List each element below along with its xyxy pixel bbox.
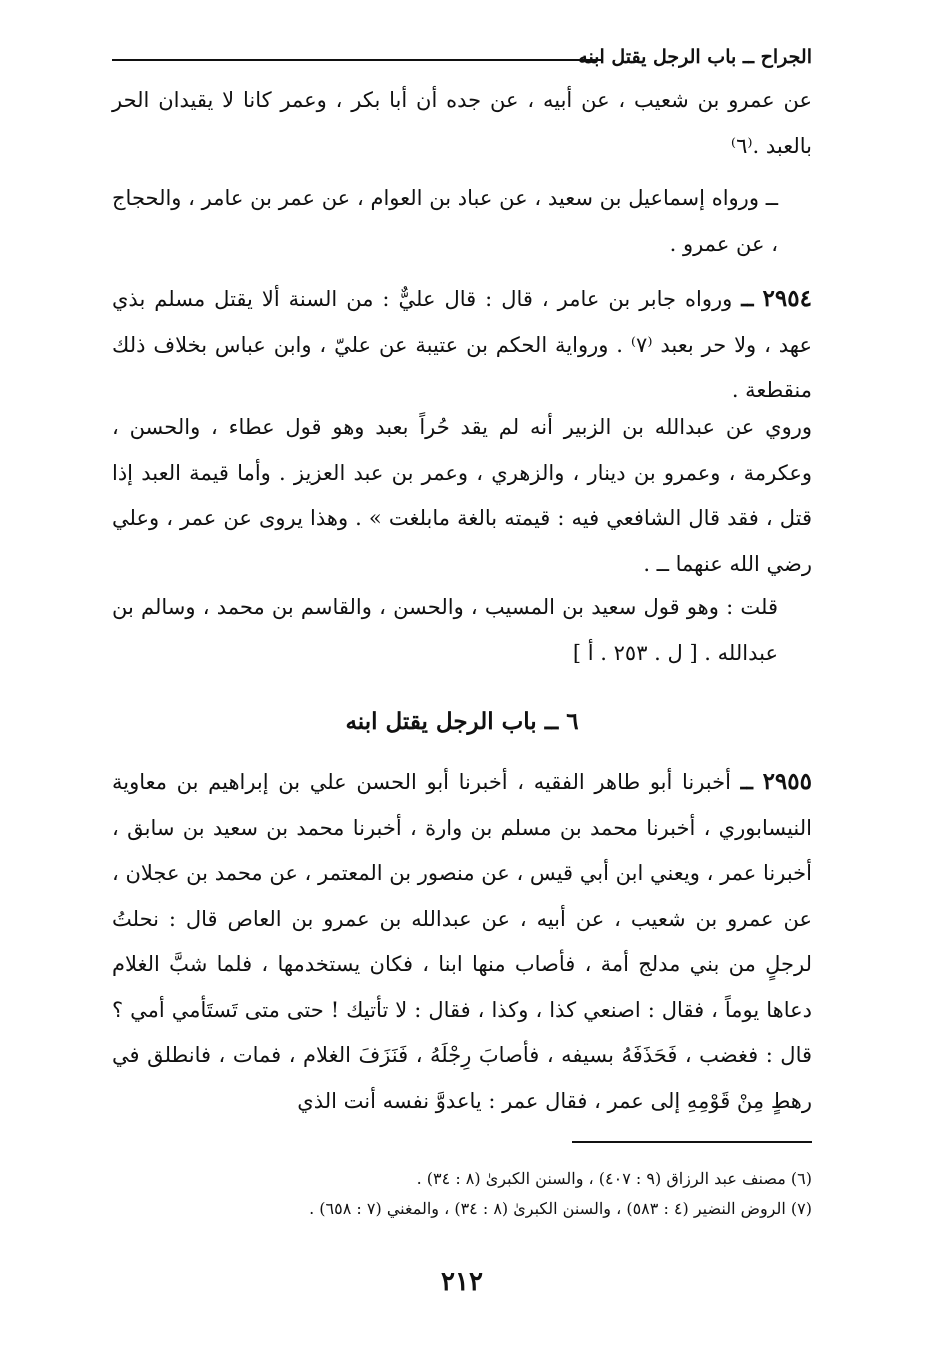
hadith-text: ورواه جابر بن عامر ، قال : قال عليٌّ : من السنة ألا يقتل مسلم بذي عهد ، ولا حر بعبد ⁽٧⁾ . ورواية الحكم بن عتيبة عن عليّ ، وابن عباس بخلاف ذلك منقطعة . bbox=[112, 287, 812, 402]
hadith-2955 bbox=[112, 759, 812, 1124]
footnote-7: (٧) الروض النضير (٤ : ٥٨٣) ، والسنن الكبرىٰ (٨ : ٣٤) ، والمغني (٧ : ٦٥٨) . bbox=[309, 1199, 812, 1218]
hadith-number: ٢٩٥٥ bbox=[762, 768, 812, 795]
footnote-rule bbox=[572, 1141, 812, 1143]
page-number: ٢١٢ bbox=[441, 1267, 483, 1297]
paragraph-continuation: عن عمرو بن شعيب ، عن أبيه ، عن جده أن أبا بكر ، وعمر كانا لا يقيدان الحر بالعبد .⁽٦⁾ bbox=[112, 88, 812, 158]
running-title: الجراح ــ باب الرجل يقتل ابنه bbox=[578, 46, 812, 68]
paragraph-commentary: وروي عن عبدالله بن الزبير أنه لم يقد حُراً بعبد وهو قول عطاء ، والحسن ، وعكرمة ، وعمرو بن دينار ، والزهري ، وعمر بن عبد العزيز . وأما قيمة العبد إذا قتل ، فقد قال الشافعي فيه : قيمته بالغة مابلغت » . وهذا يروى عن عمر ، وعلي رضي الله عنهما ــ . bbox=[112, 415, 812, 576]
hadith-number: ٢٩٥٤ bbox=[762, 285, 812, 312]
paragraph-narration: ــ ورواه إسماعيل بن سعيد ، عن عباد بن العوام ، عن عمر بن عامر ، والحجاج ، عن عمرو . bbox=[112, 186, 778, 256]
running-header bbox=[112, 40, 812, 74]
hadith-2954 bbox=[112, 276, 812, 414]
hadith-dash: ــ bbox=[740, 769, 753, 794]
book-page bbox=[112, 0, 812, 1369]
hadith-dash: ــ bbox=[741, 286, 754, 311]
chapter-heading: ٦ ــ باب الرجل يقتل ابنه bbox=[345, 708, 579, 735]
header-rule bbox=[112, 59, 602, 61]
paragraph-author-note: قلت : وهو قول سعيد بن المسيب ، والحسن ، والقاسم بن محمد ، وسالم بن عبدالله . [ ل . ٢٥٣ . أ ] bbox=[112, 595, 778, 665]
hadith-text: أخبرنا أبو طاهر الفقيه ، أخبرنا أبو الحسن علي بن إبراهيم بن معاوية النيسابوري ، أخبرنا محمد بن مسلم بن وارة ، أخبرنا محمد بن سعيد بن سابق ، أخبرنا عمر ، ويعني ابن أبي قيس ، عن منصور بن المعتمر ، عن محمد بن عجلان ، عن عمرو بن شعيب ، عن أبيه ، عن عبدالله بن عمرو بن العاص قال : نحلتُ لرجلٍ من بني مدلج أمة ، فأصاب منها ابنا ، فكان يستخدمها ، فلما شبَّ الغلام دعاها يوماً ، فقال : اصنعي كذا ، وكذا ، فقال : لا تأتيك ! حتى متى تَستَأمي أمي ؟ قال : فغضب ، فَحَذَفَهُ بسيفه ، فأصابَ رِجْلَهُ ، فَنَزَفَ الغلام ، فمات ، فانطلق في رهطٍ مِنْ قَوْمِهِ إلى عمر ، فقال عمر : ياعدوَّ نفسه أنت الذي bbox=[112, 770, 812, 1113]
footnote-6: (٦) مصنف عبد الرزاق (٩ : ٤٠٧) ، والسنن الكبرىٰ (٨ : ٣٤) . bbox=[416, 1169, 812, 1188]
